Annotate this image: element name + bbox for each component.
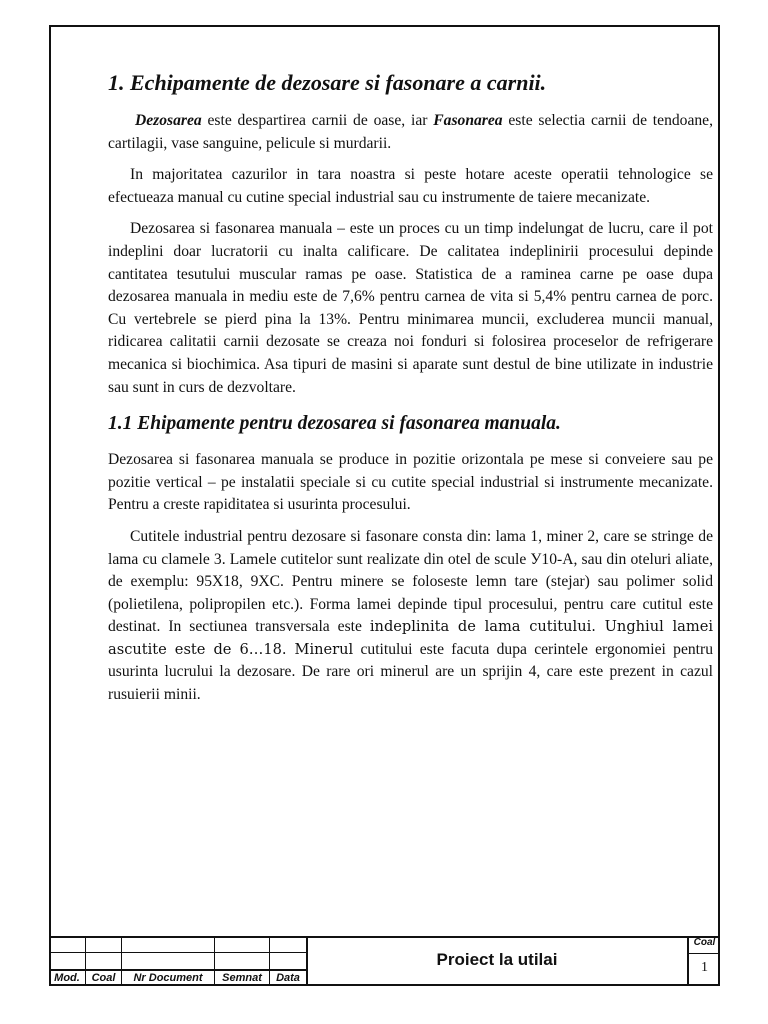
document-body xyxy=(108,68,713,716)
paragraph-positions: Dezosarea si fasonarea manuala se produce in pozitie orizontala pe mese si conveiere sau pe pozitie vertical – pe instalatii speciale si cu cutite special industrial si instrumente mecanizate. Pentru a creste rapiditatea si usurinta procesului. xyxy=(108,451,713,514)
paragraph-knives: Cutitele industrial pentru dezosare si fasonare consta din: lama 1, miner 2, care se stringe de lama cu clamele 3. Lamele cutitelor sunt realizate din otel de scule У10-A, sau din oteluri aliate, de exemplu: 95X18, 9XC. Pentru minere se foloseste lemn tare (stejar) sau polimer solid (polietilena, polipropilen etc.). Forma lamei depinde tipul procesului, pentru care cutitul este destinat. In sectiunea transversala este indeplinita de lama cutitului. Unghiul lamei ascutite este de 6…18. Minerul cutitului este facuta dupa cerintele ergonomiei pentru usurinta lucrului la dezosare. De rare ori minerul are un sprijin 4, care este prezent in cazul rusuierii minii. xyxy=(108,527,713,704)
paragraph-intro: In majoritatea cazurilor in tara noastra si peste hotare aceste operatii tehnologice se efectueaza manual cu cutine special industrial sau cu instrumente de taiere mecanizate. xyxy=(108,166,713,206)
term-dezosarea: Dezosarea xyxy=(135,112,202,129)
sheet-label: Coal xyxy=(693,937,716,948)
chapter-heading: 1. Echipamente de dezosare si fasonare a carnii. xyxy=(108,70,547,95)
label-data: Data xyxy=(276,972,300,984)
project-title: Proiect la utilai xyxy=(436,950,558,969)
section-heading: 1.1 Ehipamente pentru dezosarea si fasonarea manuala. xyxy=(108,413,561,435)
paragraph-manual-process: Dezosarea si fasonarea manuala – este un proces cu un timp indelungat de lucru, care il pot indeplini doar lucratorii cu inalta calificare. De calitatea indeplinirii procesului depinde cantitatea tesutului muscular ramas pe oase. Statistica de a raminea carne pe oase dupa dezosarea manuala in mediu este de 7,6% pentru carnea de vita si 5,4% pentru carnea de porc. Cu vertebrele se pierd pina la 13%. Pentru minimarea muncii, excluderea muncii manual, ridicarea calitatii carnii dezosate se creaza noi fonduri si folosirea proceselor de refrigerare mecanica si biochimica. Asa tipuri de masini si aparate sunt destul de bine utilizate in industrie sau sunt in curs de dezvoltare. xyxy=(108,220,713,396)
term-fasonarea: Fasonarea xyxy=(433,112,503,129)
page-number: 1 xyxy=(701,960,708,975)
paragraph-definition: Dezosarea este despartirea carnii de oase, iar Fasonarea este selectia carnii de tendoane, cartilagii, vase sanguine, pelicule si murdarii. xyxy=(108,112,713,152)
label-nr-document: Nr Document xyxy=(133,972,203,984)
label-coal: Coal xyxy=(91,972,116,984)
label-semnat: Semnat xyxy=(222,972,262,984)
title-block xyxy=(49,936,720,986)
label-mod: Mod. xyxy=(54,972,80,984)
